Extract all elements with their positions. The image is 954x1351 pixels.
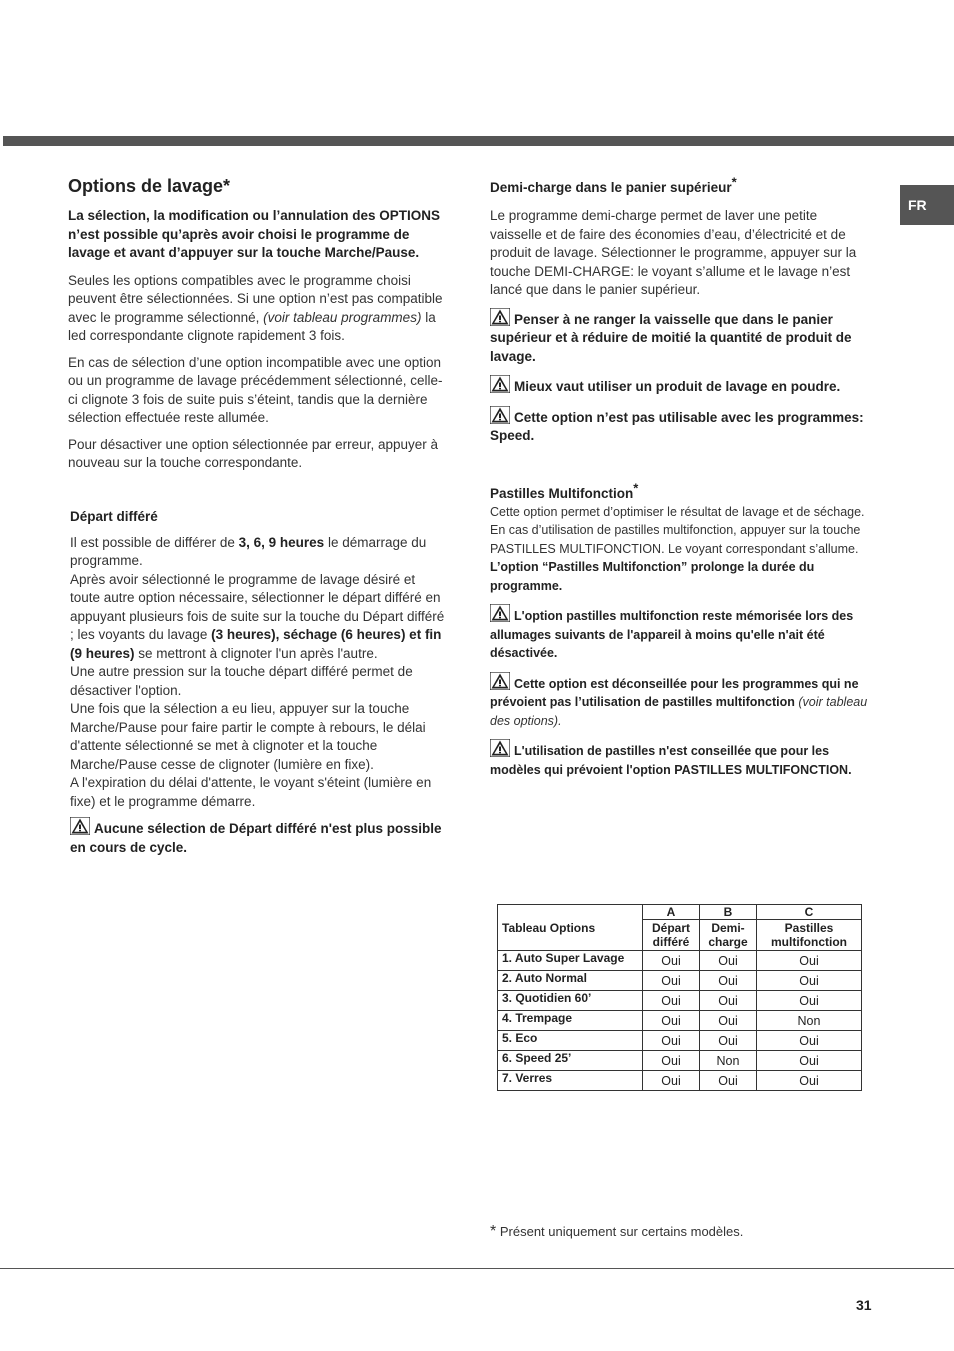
table-row [498, 951, 862, 971]
table-row [498, 1011, 862, 1031]
program-name: 4. Trempage [498, 1011, 643, 1031]
language-tab: FR [900, 185, 954, 225]
table-cell: Oui [700, 1071, 757, 1091]
pastilles-title: Pastilles Multifonction* [490, 480, 639, 501]
depart-paragraph-4: Une fois que la sélection a eu lieu, appuyer sur la touche Marche/Pause pour faire partir le compte à rebours, le délai d'attente sélectionné se met à clignoter et la touche Marche/Pause cesse de clignoter (lumière en fixe). [70, 701, 426, 772]
depart-title: Départ différé [70, 508, 158, 524]
warning-icon [490, 739, 510, 757]
pastilles-paragraph-1: Cette option permet d’optimiser le résultat de lavage et de séchage. [490, 504, 865, 519]
column-letter-a: A [643, 905, 700, 920]
demi-warning-3: Cette option n’est pas utilisable avec les programmes: Speed. [490, 406, 872, 446]
table-cell: Oui [643, 1051, 700, 1071]
compat-paragraph: Seules les options compatibles avec le programme choisi peuvent être sélectionnées. Si une option n’est pas compatible avec le programme sélectionné, (voir tableau programmes) la led correspondante clignote rapidement 3 fois. [68, 272, 443, 343]
program-name: 3. Quotidien 60’ [498, 991, 643, 1011]
warning-icon [70, 817, 90, 835]
table-cell: Oui [757, 991, 862, 1011]
demi-warning-1: Penser à ne ranger la vaisselle que dans le panier supérieur et à réduire de moitié la quantité de produit de lavage. [490, 308, 872, 367]
table-cell: Oui [643, 951, 700, 971]
program-name: 7. Verres [498, 1071, 643, 1091]
table-row [498, 1031, 862, 1051]
demi-charge-paragraph: Le programme demi-charge permet de laver une petite vaisselle et de faire des économies d’eau, d’électricité et de produit de lavage. Sélectionner le programme, appuyer sur la touche DEMI-CHARGE: le voyant s’allume et le lavage n’est lancé que dans le panier supérieur. [490, 208, 857, 297]
table-row [498, 971, 862, 991]
program-name: 1. Auto Super Lavage [498, 951, 643, 971]
incompat-paragraph: En cas de sélection d’une option incompatible avec une option ou un programme de lavage précédemment sélectionné, celle-ci clignote 3 fois de suite puis s’éteint, tandis que la dernière sélection effectuée reste allumée. [68, 354, 443, 425]
pastilles-warning-2: Cette option est déconseillée pour les programmes qui ne prévoient pas l’utilisation de pastilles multifonction (voir tableau des options). [490, 672, 872, 731]
depart-section [70, 509, 448, 858]
page-number: 31 [856, 1297, 872, 1313]
table-cell: Oui [700, 991, 757, 1011]
table-cell: Oui [643, 1071, 700, 1091]
table-cell: Oui [757, 1071, 862, 1091]
depart-paragraph-1: Il est possible de différer de 3, 6, 9 heures le démarrage du programme. [70, 534, 427, 568]
program-name: 6. Speed 25’ [498, 1051, 643, 1071]
program-name: 2. Auto Normal [498, 971, 643, 991]
demi-charge-title: Demi-charge dans le panier supérieur* [490, 174, 737, 195]
table-letter-row [498, 905, 862, 920]
table-row [498, 1071, 862, 1091]
program-name: 5. Eco [498, 1031, 643, 1051]
depart-warning: Aucune sélection de Départ différé n'est plus possible en cours de cycle. [70, 817, 448, 857]
table-cell: Oui [757, 1031, 862, 1051]
depart-paragraph-5: A l'expiration du délai d'attente, le voyant s'éteint (lumière en fixe) et le programme démarre. [70, 775, 432, 809]
warning-icon [490, 406, 510, 424]
bottom-rule [0, 1268, 954, 1269]
options-table [497, 904, 862, 1091]
table-cell: Oui [700, 1031, 757, 1051]
column-header-depart: Départ différé [643, 920, 700, 951]
footnote: * Présent uniquement sur certains modèles. [490, 1223, 744, 1240]
column-header-pastilles: Pastilles multifonction [757, 920, 862, 951]
pastilles-warning-3: L'utilisation de pastilles n'est conseillée que pour les modèles qui prévoient l'option PASTILLES MULTIFONCTION. [490, 739, 872, 779]
options-title: Options de lavage* [68, 176, 231, 196]
demi-warning-2: Mieux vaut utiliser un produit de lavage en poudre. [490, 375, 872, 397]
warning-icon [490, 672, 510, 690]
table-cell: Oui [700, 971, 757, 991]
left-column [68, 176, 448, 857]
table-cell: Non [757, 1011, 862, 1031]
pastilles-paragraph-2: En cas d’utilisation de pastilles multifonction, appuyer sur la touche PASTILLES MULTIFONCTION. Le voyant correspondant s’allume. L’option “Pastilles Multifonction” prolonge la durée du programme. [490, 523, 861, 593]
deactivate-paragraph: Pour désactiver une option sélectionnée par erreur, appuyer à nouveau sur la touche correspondante. [68, 436, 438, 470]
column-header-demi-charge: Demi-charge [700, 920, 757, 951]
table-row [498, 1051, 862, 1071]
table-cell: Oui [757, 1051, 862, 1071]
table-cell: Non [700, 1051, 757, 1071]
table-cell: Oui [757, 971, 862, 991]
warning-icon [490, 308, 510, 326]
table-cell: Oui [757, 951, 862, 971]
warning-icon [490, 604, 510, 622]
table-cell: Oui [643, 1031, 700, 1051]
intro-text: La sélection, la modification ou l’annulation des OPTIONS n’est possible qu’après avoir choisi le programme de lavage et avant d’appuyer sur la touche Marche/Pause. [68, 208, 441, 260]
table-cell: Oui [643, 971, 700, 991]
depart-paragraph-2: Après avoir sélectionné le programme de lavage désiré et toute autre option nécessaire, sélectionner le départ différé en appuyant plusieurs fois de suite sur la touche du Départ différé ; les voyants du lavage (3 heures), séchage (6 heures) et fin (9 heures) se mettront à clignoter l'un après l'autre. [70, 571, 445, 661]
right-column [490, 174, 872, 779]
table-cell: Oui [643, 991, 700, 1011]
table-row [498, 991, 862, 1011]
table-title: Tableau Options [498, 905, 643, 951]
depart-paragraph-3: Une autre pression sur la touche départ différé permet de désactiver l'option. [70, 664, 413, 698]
warning-icon [490, 375, 510, 393]
table-cell: Oui [700, 1011, 757, 1031]
table-cell: Oui [643, 1011, 700, 1031]
table-cell: Oui [700, 951, 757, 971]
top-bar [3, 136, 954, 146]
pastilles-warning-1: L'option pastilles multifonction reste mémorisée lors des allumages suivants de l'appareil à moins qu'elle n'ait été désactivée. [490, 604, 872, 663]
column-letter-b: B [700, 905, 757, 920]
column-letter-c: C [757, 905, 862, 920]
